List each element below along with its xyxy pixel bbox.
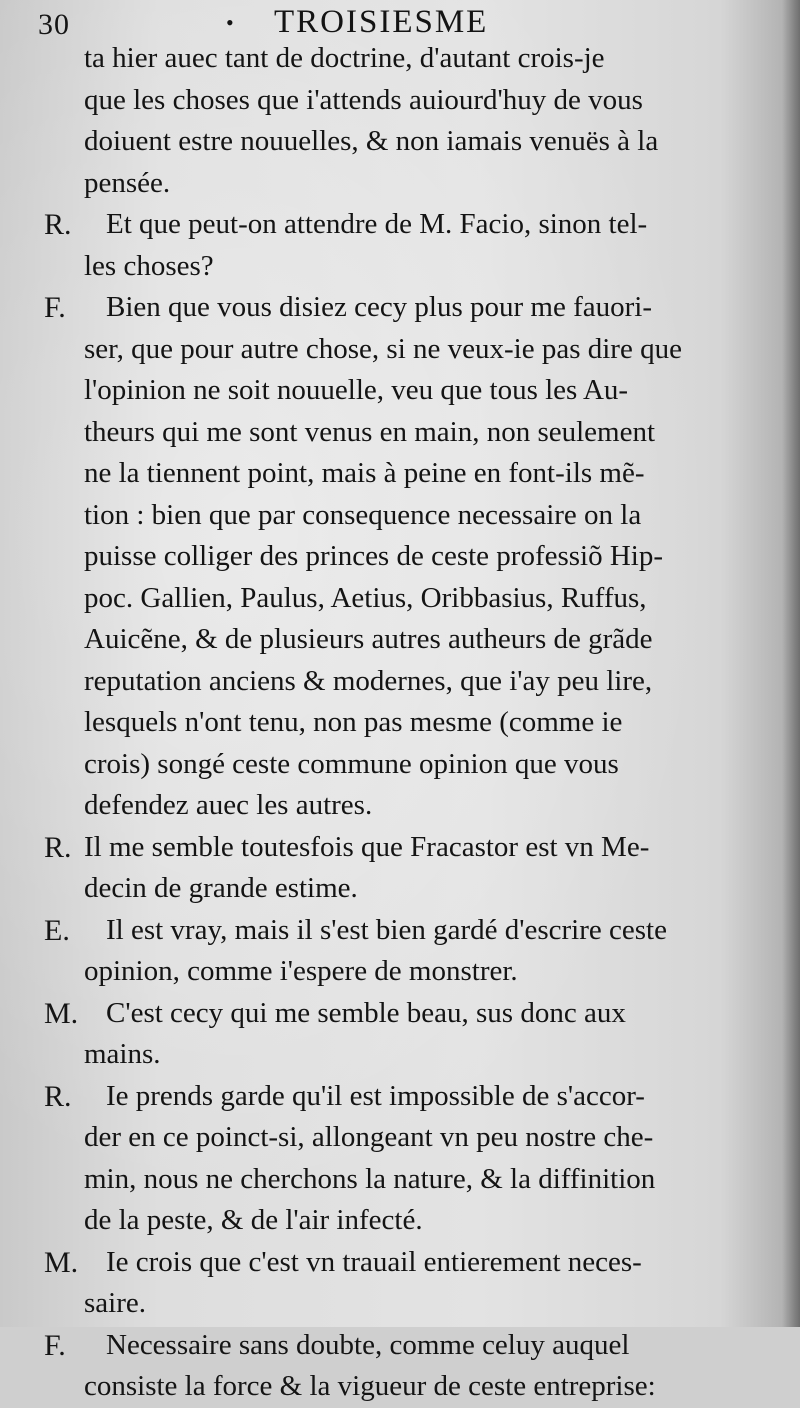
line-text: der en ce poinct-si, allongeant vn peu nostre che- <box>84 1121 654 1153</box>
line-text: defendez auec les autres. <box>84 789 373 821</box>
line-text: theurs qui me sont venus en main, non seulement <box>84 415 656 448</box>
line-text: pensée. <box>84 166 171 199</box>
line-text: mains. <box>84 1038 161 1070</box>
running-title: TROISIESME <box>274 4 489 40</box>
text-line <box>44 1200 784 1242</box>
text-line <box>44 536 784 578</box>
line-text: tion : bien que par consequence necessaire on la <box>84 498 642 531</box>
text-line <box>44 287 784 329</box>
text-line <box>44 121 784 163</box>
text-line <box>44 661 784 703</box>
line-text: C'est cecy qui me semble beau, sus donc aux <box>106 996 626 1029</box>
text-line <box>44 204 784 246</box>
line-text: Il est vray, mais il s'est bien gardé d'escrire ceste <box>106 913 667 946</box>
line-text: doiuent estre nouuelles, & non iamais venuës à la <box>84 125 659 157</box>
text-line <box>44 868 784 910</box>
speaker-marker: F. <box>44 1328 66 1362</box>
text-block <box>44 38 784 1408</box>
text-line <box>44 453 784 495</box>
speaker-marker: M. <box>44 996 79 1030</box>
line-text: decin de grande estime. <box>84 872 358 904</box>
line-text: min, nous ne cherchons la nature, & la diffinition <box>84 1162 656 1195</box>
line-text: consiste la force & la vigueur de ceste entreprise: <box>84 1370 656 1402</box>
text-line <box>44 246 784 288</box>
line-text: poc. Gallien, Paulus, Aetius, Oribbasius, Ruffus, <box>84 581 647 614</box>
text-line <box>44 1034 784 1076</box>
text-line <box>44 619 784 661</box>
line-text: Auicẽne, & de plusieurs autres autheurs de grãde <box>84 623 653 655</box>
line-text: Ie crois que c'est vn trauail entierement neces- <box>106 1245 642 1278</box>
speaker-marker: F. <box>44 291 66 324</box>
line-text: saire. <box>84 1287 146 1319</box>
text-line <box>44 329 784 371</box>
line-text: reputation anciens & modernes, que i'ay peu lire, <box>84 664 653 697</box>
speaker-marker: M. <box>44 1245 79 1279</box>
text-line <box>44 412 784 454</box>
text-line <box>44 951 784 993</box>
line-text: de la peste, & de l'air infecté. <box>84 1204 423 1236</box>
text-line <box>44 38 784 80</box>
line-text: lesquels n'ont tenu, non pas mesme (comme ie <box>84 706 623 738</box>
text-line <box>44 827 784 869</box>
page-spine-shadow <box>782 0 800 1327</box>
line-text: Necessaire sans doubte, comme celuy auquel <box>106 1328 630 1361</box>
line-text: que les choses que i'attends auiourd'huy de vous <box>84 83 643 116</box>
text-line <box>44 370 784 412</box>
page-number: 30 <box>38 8 70 41</box>
line-text: opinion, comme i'espere de monstrer. <box>84 955 518 987</box>
line-text: Bien que vous disiez cecy plus pour me fauori- <box>106 291 653 323</box>
speaker-marker: E. <box>44 913 70 947</box>
text-line <box>44 1283 784 1325</box>
text-line <box>44 1117 784 1159</box>
line-text: ta hier auec tant de doctrine, d'autant crois-je <box>84 42 605 74</box>
line-text: ser, que pour autre chose, si ne veux-ie pas dire que <box>84 332 682 365</box>
text-line <box>44 744 784 786</box>
text-line <box>44 495 784 537</box>
text-line <box>44 910 784 952</box>
line-text: Et que peut-on attendre de M. Facio, sinon tel- <box>106 208 648 240</box>
text-line <box>44 1242 784 1284</box>
speaker-marker: R. <box>44 1079 72 1113</box>
speaker-marker: R. <box>44 830 72 864</box>
header-ornament: • <box>226 10 234 35</box>
text-line <box>44 80 784 122</box>
text-line <box>44 993 784 1035</box>
text-line <box>44 163 784 205</box>
text-line <box>44 702 784 744</box>
text-line <box>44 1325 784 1367</box>
text-line <box>44 578 784 620</box>
text-line <box>44 1076 784 1118</box>
line-text: puisse colliger des princes de ceste professiõ Hip- <box>84 540 664 572</box>
speaker-marker: R. <box>44 208 72 241</box>
line-text: ne la tiennent point, mais à peine en font-ils mẽ- <box>84 457 645 489</box>
text-line <box>44 1366 784 1408</box>
line-text: Ie prends garde qu'il est impossible de s'accor- <box>106 1079 645 1112</box>
line-text: l'opinion ne soit nouuelle, veu que tous les Au- <box>84 374 629 406</box>
text-line <box>44 785 784 827</box>
line-text: les choses? <box>84 249 214 282</box>
text-line <box>44 1159 784 1201</box>
line-text: crois) songé ceste commune opinion que vous <box>84 747 619 780</box>
line-text: Il me semble toutesfois que Fracastor est vn Me- <box>84 830 650 863</box>
